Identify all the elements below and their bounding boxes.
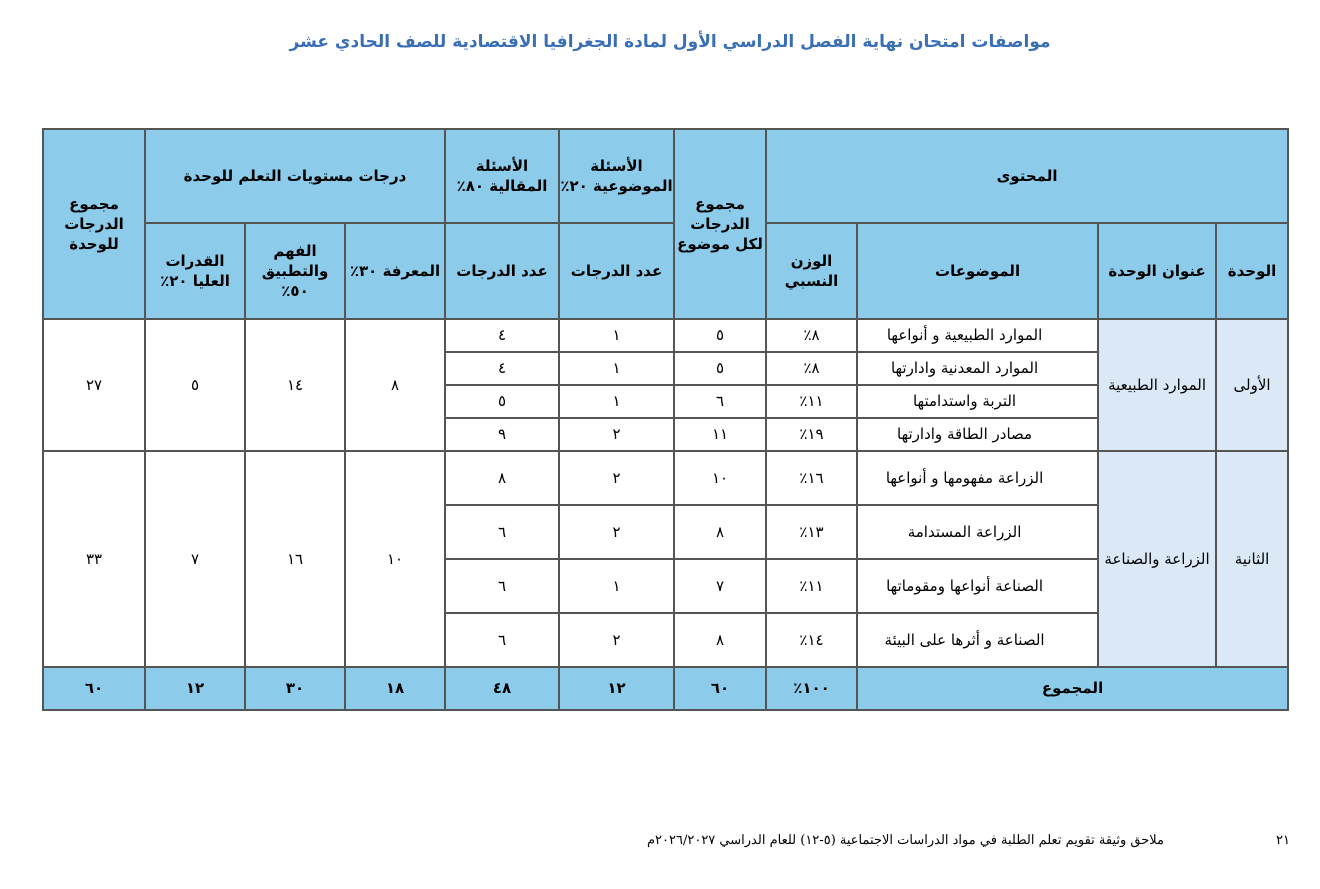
weight-cell: ٨٪ xyxy=(766,319,857,352)
topic-cell: الصناعة أنواعها ومقوماتها xyxy=(857,559,1098,613)
exam-spec-table xyxy=(42,128,1289,711)
topic-total-cell: ٨ xyxy=(674,505,766,559)
higher-cell: ٧ xyxy=(145,451,245,667)
totals-obj: ١٢ xyxy=(559,667,674,710)
obj-marks-cell: ٢ xyxy=(559,418,674,451)
topic-cell: الزراعة مفهومها و أنواعها xyxy=(857,451,1098,505)
essay-marks-cell: ٦ xyxy=(445,559,559,613)
totals-unit-total: ٦٠ xyxy=(43,667,145,710)
header-knowledge: المعرفة ٣٠٪ xyxy=(345,223,445,319)
header-row-1 xyxy=(43,129,1288,223)
unit-name: الثانية xyxy=(1216,451,1288,667)
topic-total-cell: ١١ xyxy=(674,418,766,451)
header-levels: درجات مستويات التعلم للوحدة xyxy=(145,129,445,223)
table-row xyxy=(43,319,1288,352)
essay-marks-cell: ٦ xyxy=(445,505,559,559)
weight-cell: ١٩٪ xyxy=(766,418,857,451)
header-unit: الوحدة xyxy=(1216,223,1288,319)
topic-cell: الموارد المعدنية وادارتها xyxy=(857,352,1098,385)
knowledge-cell: ٨ xyxy=(345,319,445,451)
understanding-cell: ١٤ xyxy=(245,319,345,451)
topic-cell: الصناعة و أثرها على البيئة xyxy=(857,613,1098,667)
totals-label: المجموع xyxy=(857,667,1288,710)
obj-marks-cell: ١ xyxy=(559,352,674,385)
page-number: ٢١ xyxy=(1276,833,1290,848)
totals-essay: ٤٨ xyxy=(445,667,559,710)
unit-title: الزراعة والصناعة xyxy=(1098,451,1216,667)
topic-total-cell: ٨ xyxy=(674,613,766,667)
obj-marks-cell: ١ xyxy=(559,559,674,613)
footer-text: ملاحق وثيقة تقويم تعلم الطلبة في مواد الدراسات الاجتماعية (٥-١٢) للعام الدراسي ٢٠٢٦/٢٠٢٧م xyxy=(646,833,1164,848)
obj-marks-cell: ١ xyxy=(559,319,674,352)
knowledge-cell: ١٠ xyxy=(345,451,445,667)
page-title: مواصفات امتحان نهاية الفصل الدراسي الأول لمادة الجغرافيا الاقتصادية للصف الحادي عشر xyxy=(289,32,1051,52)
header-weight: الوزن النسبي xyxy=(766,223,857,319)
header-unit-title: عنوان الوحدة xyxy=(1098,223,1216,319)
essay-marks-cell: ٦ xyxy=(445,613,559,667)
header-topics: الموضوعات xyxy=(857,223,1098,319)
weight-cell: ١١٪ xyxy=(766,385,857,418)
higher-cell: ٥ xyxy=(145,319,245,451)
weight-cell: ١٣٪ xyxy=(766,505,857,559)
topic-cell: الموارد الطبيعية و أنواعها xyxy=(857,319,1098,352)
topic-total-cell: ٥ xyxy=(674,319,766,352)
unit-total-cell: ٣٣ xyxy=(43,451,145,667)
obj-marks-cell: ١ xyxy=(559,385,674,418)
weight-cell: ١٤٪ xyxy=(766,613,857,667)
unit-name: الأولى xyxy=(1216,319,1288,451)
totals-higher: ١٢ xyxy=(145,667,245,710)
topic-total-cell: ٧ xyxy=(674,559,766,613)
unit-total-cell: ٢٧ xyxy=(43,319,145,451)
essay-marks-cell: ٥ xyxy=(445,385,559,418)
totals-topic-total: ٦٠ xyxy=(674,667,766,710)
table-row xyxy=(43,451,1288,505)
obj-marks-cell: ٢ xyxy=(559,505,674,559)
essay-marks-cell: ٩ xyxy=(445,418,559,451)
totals-knowledge: ١٨ xyxy=(345,667,445,710)
header-obj-marks: عدد الدرجات xyxy=(559,223,674,319)
header-essay-marks: عدد الدرجات xyxy=(445,223,559,319)
understanding-cell: ١٦ xyxy=(245,451,345,667)
weight-cell: ١١٪ xyxy=(766,559,857,613)
weight-cell: ٨٪ xyxy=(766,352,857,385)
header-total-per-topic: مجموع الدرجات لكل موضوع xyxy=(674,129,766,319)
header-unit-total: مجموع الدرجات للوحدة xyxy=(43,129,145,319)
essay-marks-cell: ٤ xyxy=(445,352,559,385)
topic-total-cell: ١٠ xyxy=(674,451,766,505)
topic-cell: التربة واستدامتها xyxy=(857,385,1098,418)
essay-marks-cell: ٤ xyxy=(445,319,559,352)
totals-understanding: ٣٠ xyxy=(245,667,345,710)
obj-marks-cell: ٢ xyxy=(559,451,674,505)
topic-cell: الزراعة المستدامة xyxy=(857,505,1098,559)
totals-weight: ١٠٠٪ xyxy=(766,667,857,710)
topic-total-cell: ٦ xyxy=(674,385,766,418)
header-higher: القدرات العليا ٢٠٪ xyxy=(145,223,245,319)
header-essay: الأسئلة المقالية ٨٠٪ xyxy=(445,129,559,223)
header-row-2 xyxy=(43,223,1288,319)
header-understanding: الفهم والتطبيق ٥٠٪ xyxy=(245,223,345,319)
weight-cell: ١٦٪ xyxy=(766,451,857,505)
obj-marks-cell: ٢ xyxy=(559,613,674,667)
topic-total-cell: ٥ xyxy=(674,352,766,385)
totals-row xyxy=(43,667,1288,710)
header-content: المحتوى xyxy=(766,129,1288,223)
header-objective: الأسئلة الموضوعية ٢٠٪ xyxy=(559,129,674,223)
essay-marks-cell: ٨ xyxy=(445,451,559,505)
unit-title: الموارد الطبيعية xyxy=(1098,319,1216,451)
topic-cell: مصادر الطاقة وادارتها xyxy=(857,418,1098,451)
